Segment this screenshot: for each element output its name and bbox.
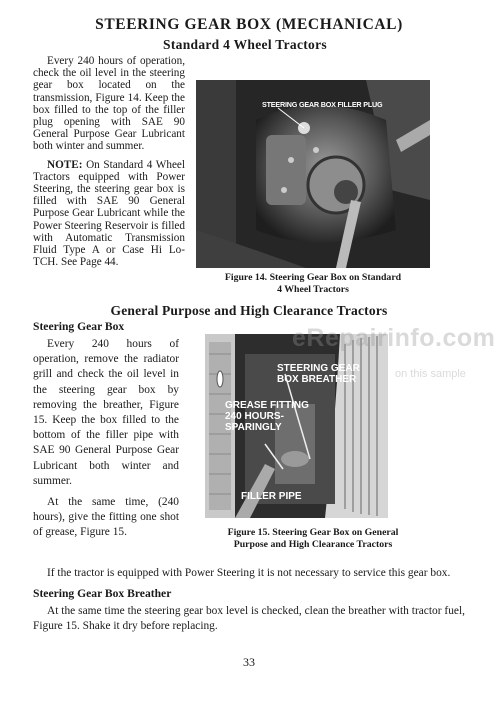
- figure-14-caption-line2: 4 Wheel Tractors: [277, 284, 349, 295]
- figure-15-callout-grease: GREASE FITTING 240 HOURS- SPARINGLY: [225, 400, 309, 433]
- section1-paragraph: Every 240 hours of operation, check the oil level in the steering gear box located on the transmission, Figure 14. Keep the box filled to the top of the filler plug opening with SAE 90 General Purpose Gear Lubricant both winter and summer.: [33, 55, 185, 153]
- figure-15-caption-line1: Figure 15. Steering Gear Box on General: [227, 527, 399, 538]
- page-subtitle: Standard 4 Wheel Tractors: [163, 37, 327, 52]
- section2-paragraph2: At the same time, (240 hours), give the fitting one shot of grease, Figure 15.: [33, 496, 179, 539]
- watermark-brand: eRepairinfo.com: [292, 324, 496, 352]
- figure-14-caption-line1: Figure 14. Steering Gear Box on Standard: [224, 272, 402, 283]
- note-label: NOTE:: [47, 158, 83, 171]
- page-number: 33: [243, 655, 255, 669]
- figure-15-caption-line2: Purpose and High Clearance Tractors: [233, 539, 393, 550]
- figure-14-caption: [196, 272, 430, 296]
- figure-15-callout-filler: FILLER PIPE: [241, 491, 302, 502]
- page-title: STEERING GEAR BOX (MECHANICAL): [95, 16, 403, 33]
- watermark-notice: on this sample: [395, 368, 466, 380]
- bottom-text: [33, 566, 465, 635]
- figure-14-callout: STEERING GEAR BOX FILLER PLUG: [262, 100, 383, 109]
- note-text: On Standard 4 Wheel Tractors equipped with Power Steering, the steering gear box is filled with SAE 90 General Purpose Gear Lubricant while the Power Steering Reservoir is filled with Automatic Transmission Fluid Type A or Case Hi Lo-TCH. See Page 44.: [33, 158, 186, 269]
- section2-paragraph1: Every 240 hours of operation, remove the radiator grill and check the oil level in the steering gear box by removing the breather, Figure 15. Keep the box filled to the bottom of the filler pipe with SAE 90 General Purpose Gear Lubricant both winter and summer.: [33, 338, 179, 487]
- breather-subhead: Steering Gear Box Breather: [33, 587, 172, 601]
- breather-text: At the same time the steering gear box level is checked, clean the breather with tractor fuel, Figure 15. Shake it dry before replacing.: [33, 605, 465, 633]
- section2-subhead: Steering Gear Box: [33, 320, 125, 333]
- section2-text: [33, 320, 179, 541]
- section1-text: [33, 55, 185, 268]
- figure-14-photo: [196, 80, 430, 268]
- figure-15-callout-breather: STEERING GEAR BOX BREATHER: [277, 363, 360, 385]
- figure-15-caption: [196, 527, 430, 551]
- section2-title: General Purpose and High Clearance Tractors: [110, 303, 388, 318]
- figure-15-photo: [205, 334, 388, 518]
- power-steering-note: If the tractor is equipped with Power Steering it is not necessary to service this gear box.: [47, 567, 451, 579]
- section1-note: [33, 159, 185, 269]
